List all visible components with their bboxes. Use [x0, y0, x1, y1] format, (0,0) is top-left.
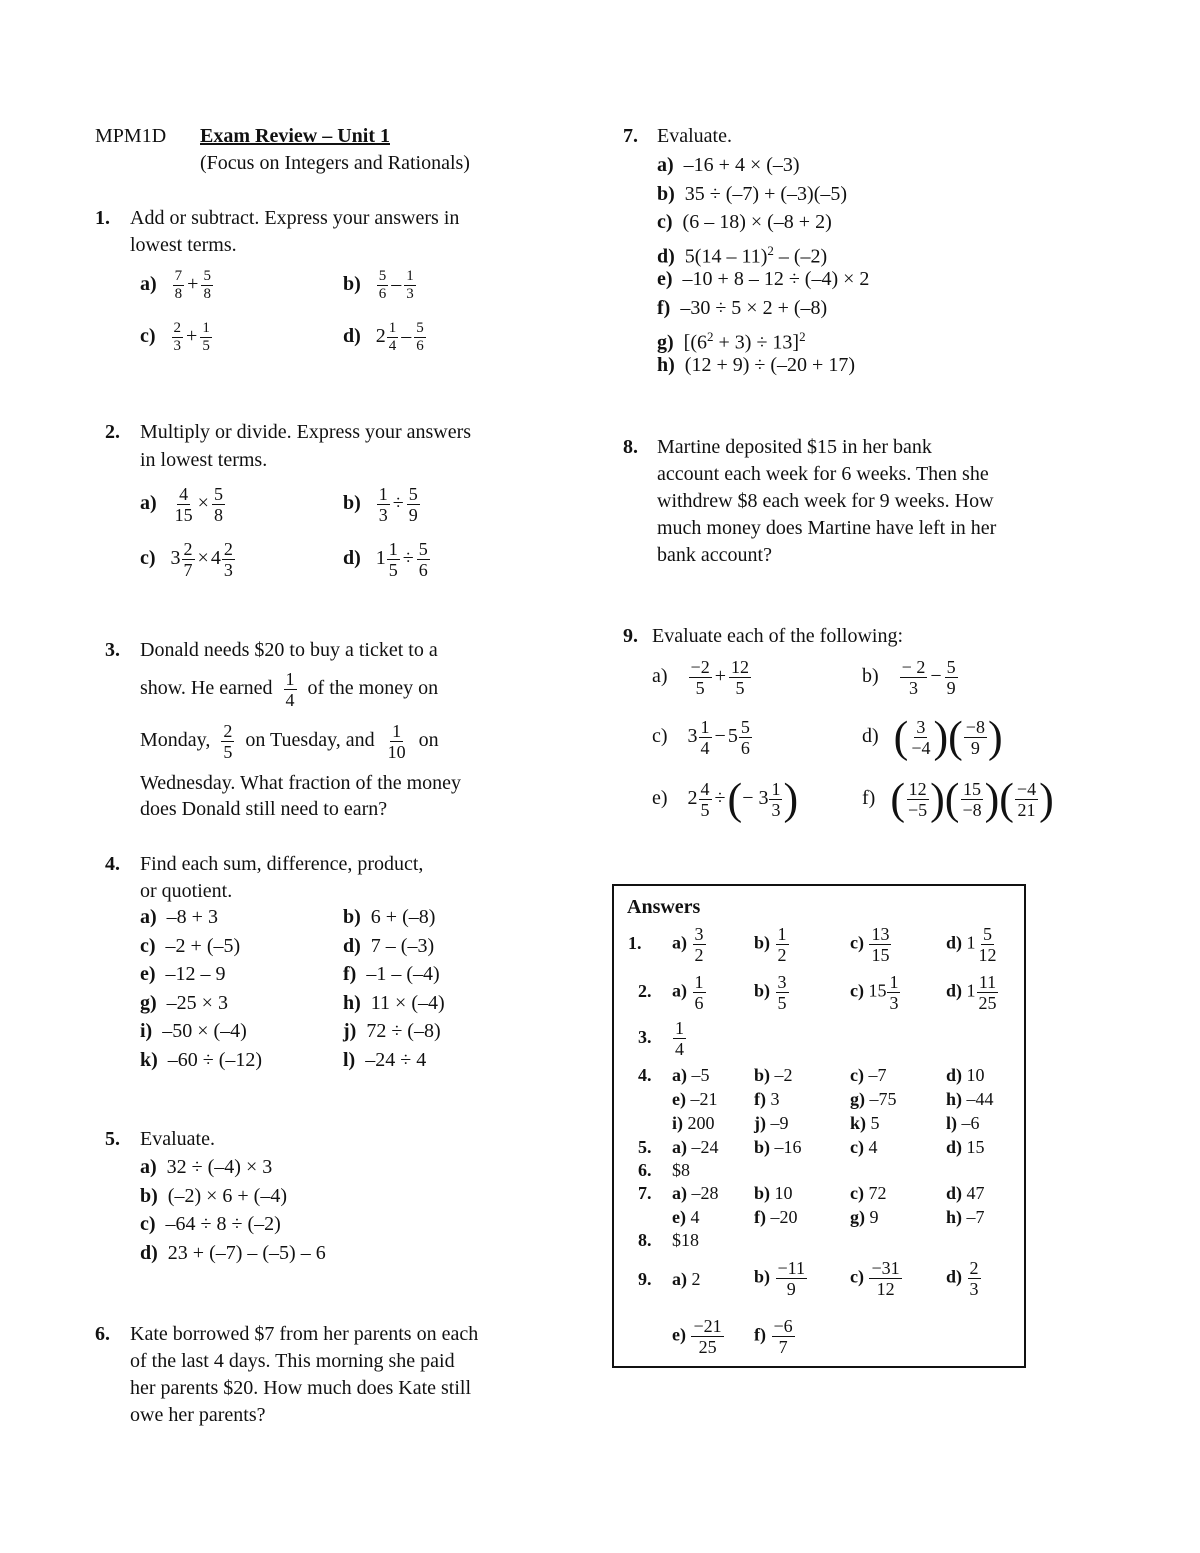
ans-2d: d) 1 $\frac{11}{25}$ — [946, 972, 997, 1013]
ans-item: b) 10 — [754, 1183, 793, 1203]
ans-item: f) –20 — [754, 1207, 798, 1227]
q8-line-4: much money does Martine have left in her — [657, 517, 997, 539]
ans-3-number: 3. — [638, 1027, 652, 1047]
ans-item: i) 200 — [672, 1113, 715, 1133]
ans-item: a) –24 — [672, 1137, 719, 1157]
q1-b: b) $\frac{5}{6}$ – $\frac{1}{3}$ — [343, 268, 414, 302]
q8-line-5: bank account? — [657, 544, 772, 566]
ans-9a: a) 2 — [672, 1269, 701, 1289]
q3-line-1: Donald needs $20 to buy a ticket to a — [140, 639, 438, 661]
ans-item: e) –21 — [672, 1089, 718, 1109]
q7-number: 7. — [623, 125, 638, 147]
ans-3: $\frac{1}{4}$ — [675, 1018, 684, 1059]
q4-item: l) –24 ÷ 4 — [343, 1048, 427, 1071]
page-title: Exam Review – Unit 1 — [200, 125, 390, 147]
ans-9d: d) $\frac{2}{3}$ — [946, 1258, 979, 1299]
ans-item: b) –16 — [754, 1137, 802, 1157]
q2-d: d) 1 $\frac{1}{5}$ ÷ $\frac{5}{6}$ — [343, 539, 428, 580]
q5-item: d) 23 + (–7) – (–5) – 6 — [140, 1241, 326, 1264]
q7-item: a) –16 + 4 × (–3) — [657, 154, 800, 176]
ans-item: c) 4 — [850, 1137, 878, 1157]
q4-item: i) –50 × (–4) — [140, 1020, 247, 1042]
q7-item: c) (6 – 18) × (–8 + 2) — [657, 211, 832, 234]
q1-text: Add or subtract. Express your answers in — [130, 207, 460, 229]
q2-text-2: in lowest terms. — [140, 449, 268, 471]
ans-8-number: 8. — [638, 1230, 652, 1250]
q2-a: a) $\frac{4}{15}$ × $\frac{5}{8}$ — [140, 484, 223, 525]
q7-text: Evaluate. — [657, 125, 732, 147]
ans-item: c) –7 — [850, 1065, 887, 1085]
ans-item: g) –75 — [850, 1089, 897, 1109]
ans-9b: b) $\frac{-11}{9}$ — [754, 1258, 805, 1299]
q9-text: Evaluate each of the following: — [652, 625, 904, 647]
ans-item: h) –44 — [946, 1089, 994, 1109]
q3-line-2: show. He earned $\frac{1}{4}$ of the money on — [140, 668, 439, 710]
ans-9f: f) $\frac{-6}{7}$ — [754, 1316, 793, 1357]
ans-8: $18 — [672, 1230, 699, 1250]
ans-6-number: 6. — [638, 1160, 652, 1180]
q2-number: 2. — [105, 421, 120, 443]
ans-item: b) –2 — [754, 1065, 793, 1085]
q9-a: a) $\frac{-2}{5}$ + $\frac{12}{5}$ — [652, 656, 749, 698]
q4-item: f) –1 – (–4) — [343, 963, 440, 985]
q3-number: 3. — [105, 639, 120, 661]
ans-item: k) 5 — [850, 1113, 880, 1133]
q1-c: c) $\frac{2}{3}$ + $\frac{1}{5}$ — [140, 320, 210, 354]
q4-text: Find each sum, difference, product, — [140, 853, 424, 875]
q7-item: g) $[(6^2 + 3) \div 13]^2$ — [657, 328, 806, 354]
q4-item: g) –25 × 3 — [140, 991, 228, 1014]
q4-text-2: or quotient. — [140, 880, 233, 902]
ans-9c: c) $\frac{-31}{12}$ — [850, 1258, 900, 1299]
q6-line-2: of the last 4 days. This morning she paid — [130, 1350, 455, 1372]
ans-item: h) –7 — [946, 1207, 985, 1227]
q9-e: e) 2 $\frac{4}{5}$ ÷(− 3 $\frac{1}{3}$ ) — [652, 774, 799, 824]
page-subtitle: (Focus on Integers and Rationals) — [200, 152, 470, 174]
ans-2-number: 2. — [638, 981, 652, 1001]
ans-2b: b) $\frac{3}{5}$ — [754, 972, 787, 1013]
ans-item: e) 4 — [672, 1207, 700, 1227]
q6-number: 6. — [95, 1323, 110, 1345]
q5-item: c) –64 ÷ 8 ÷ (–2) — [140, 1213, 281, 1235]
ans-item: d) 10 — [946, 1065, 985, 1085]
q6-line-1: Kate borrowed $7 from her parents on each — [130, 1323, 479, 1345]
q1-d: d) 2 $\frac{1}{4}$ – $\frac{5}{6}$ — [343, 320, 424, 354]
q8-line-1: Martine deposited $15 in her bank — [657, 436, 932, 458]
ans-7-number: 7. — [638, 1183, 652, 1203]
ans-6: $8 — [672, 1160, 690, 1180]
q4-number: 4. — [105, 853, 120, 875]
q4-item: e) –12 – 9 — [140, 963, 226, 985]
ans-item: c) 72 — [850, 1183, 887, 1203]
ans-1c: c) $\frac{13}{15}$ — [850, 924, 890, 965]
ans-1a: a) $\frac{3}{2}$ — [672, 924, 704, 965]
q7-item: b) 35 ÷ (–7) + (–3)(–5) — [657, 182, 848, 205]
ans-item: j) –9 — [754, 1113, 789, 1133]
q3-line-3: Monday, $\frac{2}{5}$ on Tuesday, and $\frac{1}{10}$ on — [140, 720, 439, 762]
ans-item: f) 3 — [754, 1089, 780, 1109]
q9-b: b) $\frac{- 2}{3}$ − $\frac{5}{9}$ — [862, 656, 956, 698]
q4-item: j) 72 ÷ (–8) — [343, 1020, 441, 1042]
q5-item: a) 32 ÷ (–4) × 3 — [140, 1156, 273, 1178]
ans-2a: a) $\frac{1}{6}$ — [672, 972, 704, 1013]
ans-1-number: 1. — [628, 933, 642, 953]
q4-item: k) –60 ÷ (–12) — [140, 1048, 263, 1071]
ans-item: d) 15 — [946, 1137, 985, 1157]
answers-title: Answers — [627, 896, 701, 918]
course-code: MPM1D — [95, 125, 167, 147]
q2-c: c) 3 $\frac{2}{7}$ × 4 $\frac{2}{3}$ — [140, 539, 233, 580]
q8-line-3: withdrew $8 each week for 9 weeks. How — [657, 490, 994, 512]
q9-number: 9. — [623, 625, 638, 647]
ans-4-number: 4. — [638, 1065, 652, 1085]
q2-b: b) $\frac{1}{3}$ ÷ $\frac{5}{9}$ — [343, 484, 418, 525]
q5-number: 5. — [105, 1128, 120, 1150]
q1-number: 1. — [95, 207, 110, 229]
ans-9-number: 9. — [638, 1269, 652, 1289]
q4-item: c) –2 + (–5) — [140, 934, 241, 957]
q2-text: Multiply or divide. Express your answers — [140, 421, 472, 443]
q4-item: h) 11 × (–4) — [343, 991, 445, 1014]
q9-c: c) 3 $\frac{1}{4}$ − 5 $\frac{5}{6}$ — [652, 716, 750, 758]
ans-item: a) –28 — [672, 1183, 719, 1203]
q7-item: d) 5(14 – 11)$^2$ – (–2) — [657, 242, 828, 268]
q9-d: d) ( $\frac{3}{-4}$ )( $\frac{-8}{9}$ ) — [862, 712, 1003, 762]
q6-line-3: her parents $20. How much does Kate still — [130, 1377, 472, 1399]
q1-text-2: lowest terms. — [130, 234, 237, 256]
q7-item: f) –30 ÷ 5 × 2 + (–8) — [657, 297, 828, 319]
ans-item: l) –6 — [946, 1113, 980, 1133]
q5-item: b) (–2) × 6 + (–4) — [140, 1184, 287, 1207]
q5-text: Evaluate. — [140, 1128, 215, 1150]
q8-number: 8. — [623, 436, 638, 458]
ans-1d: d) 1 $\frac{5}{12}$ — [946, 924, 997, 965]
q4-item: a) –8 + 3 — [140, 906, 218, 928]
q4-item: b) 6 + (–8) — [343, 906, 436, 928]
q1-a: a) $\frac{7}{8}$ + $\frac{5}{8}$ — [140, 268, 211, 302]
ans-item: a) –5 — [672, 1065, 710, 1085]
ans-1b: b) $\frac{1}{2}$ — [754, 924, 787, 965]
ans-9e: e) $\frac{-21}{25}$ — [672, 1316, 722, 1357]
q6-line-4: owe her parents? — [130, 1404, 266, 1426]
ans-item: d) 47 — [946, 1183, 985, 1203]
q7-item: e) –10 + 8 – 12 ÷ (–4) × 2 — [657, 268, 870, 291]
q3-line-5: does Donald still need to earn? — [140, 798, 388, 820]
ans-5-number: 5. — [638, 1137, 652, 1157]
answers-box — [612, 884, 1026, 1368]
q9-f: f) ( $\frac{12}{-5}$ )( $\frac{15}{-8}$ )( $\frac{-4}{21}$ ) — [862, 774, 1054, 824]
q8-line-2: account each week for 6 weeks. Then she — [657, 463, 989, 485]
q3-line-4: Wednesday. What fraction of the money — [140, 772, 462, 794]
q7-item: h) (12 + 9) ÷ (–20 + 17) — [657, 354, 855, 377]
q4-item: d) 7 – (–3) — [343, 934, 435, 957]
ans-item: g) 9 — [850, 1207, 879, 1227]
ans-2c: c) 15 $\frac{1}{3}$ — [850, 972, 899, 1013]
